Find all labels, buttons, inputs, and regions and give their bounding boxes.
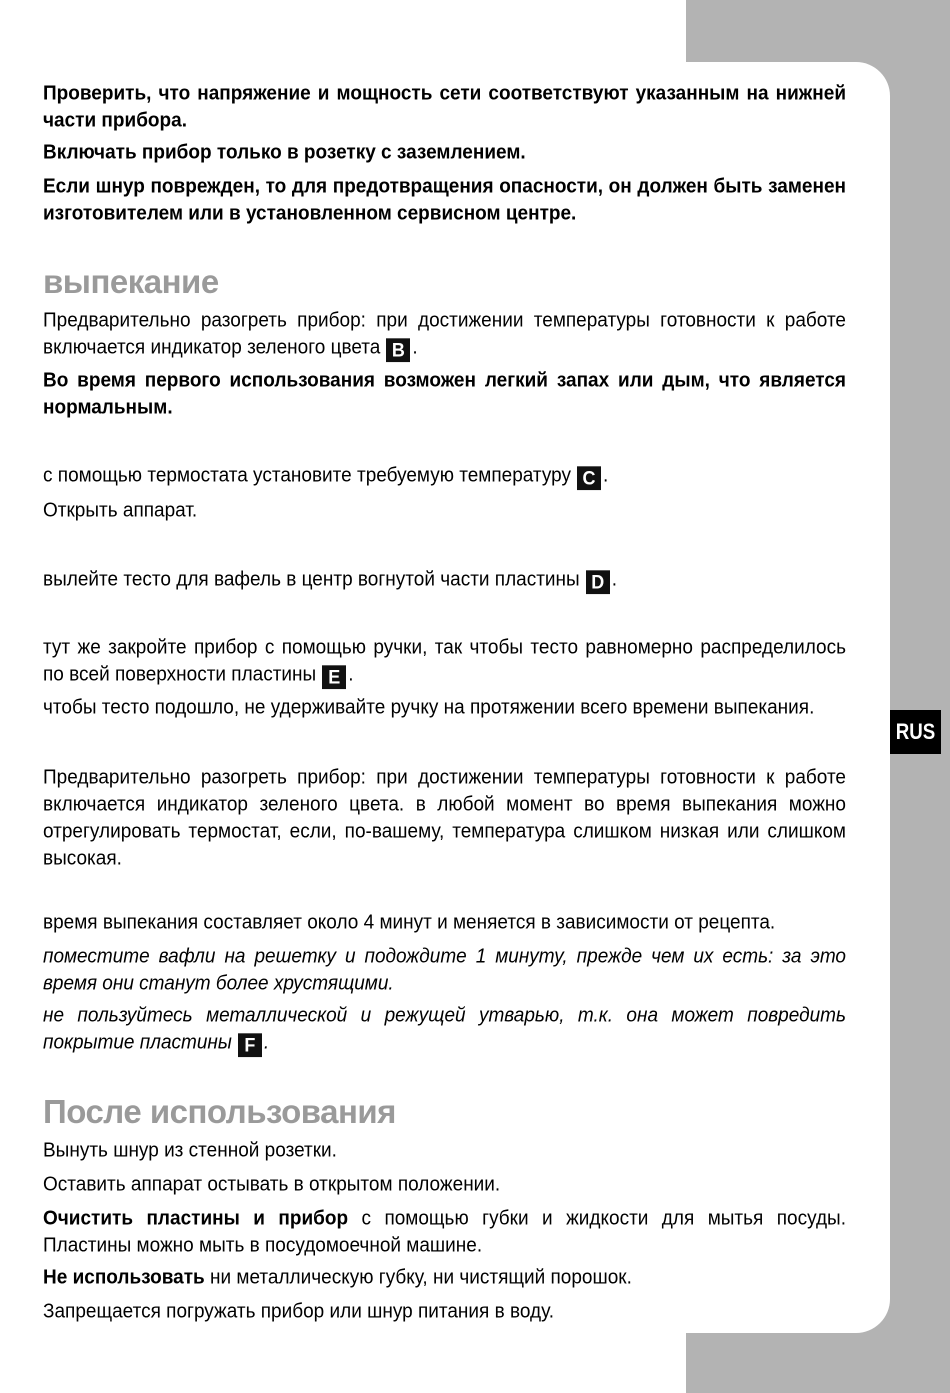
baking-first-use-note: Во время первого использования возможен легкий запах или дым, что является нормальным. bbox=[43, 369, 846, 419]
baking-preheat-text: Предварительно разогреть прибор: при достижении температуры готовности к работе включается индикатор зеленого цвета bbox=[43, 309, 846, 359]
after-unplug: Вынуть шнур из стенной розетки. bbox=[43, 1139, 337, 1162]
after-clean-bold: Очистить пластины и прибор bbox=[43, 1207, 349, 1230]
after-clean bbox=[43, 1205, 846, 1259]
warning-cord: Если шнур поврежден, то для предотвращения опасности, он должен быть заменен изготовителем или в установленном сервисном центре. bbox=[43, 175, 846, 225]
baking-thermostat-text: с помощью термостата установите требуемую температуру bbox=[43, 464, 571, 487]
after-clean-rest: с помощью губки и жидкости для мытья посуды. Пластины можно мыть в посудомоечной машине. bbox=[43, 1207, 846, 1257]
baking-thermostat: с помощью термостата установите требуемую температуру C . bbox=[43, 464, 609, 489]
baking-time: время выпекания составляет около 4 минут и меняется в зависимости от рецепта. bbox=[43, 911, 776, 934]
baking-pour-text: вылейте тесто для вафель в центр вогнутой части пластины bbox=[43, 568, 580, 591]
after-no-immerse: Запрещается погружать прибор или шнур питания в воду. bbox=[43, 1300, 554, 1323]
after-no-abrasive-bold: Не использовать bbox=[43, 1266, 205, 1289]
baking-close-text: тут же закройте прибор с помощью ручки, так чтобы тесто равномерно распределилось по всей поверхности пластины bbox=[43, 636, 846, 686]
marker-c: C bbox=[577, 466, 601, 490]
warning-voltage: Проверить, что напряжение и мощность сети соответствуют указанным на нижней части прибора. bbox=[43, 82, 846, 132]
marker-e: E bbox=[322, 665, 346, 689]
after-no-abrasive bbox=[43, 1264, 846, 1291]
warning-grounding: Включать прибор только в розетку с заземлением. bbox=[43, 141, 526, 164]
after-no-abrasive-rest: ни металлическую губку, ни чистящий порошок. bbox=[204, 1266, 632, 1289]
marker-f: F bbox=[238, 1033, 262, 1057]
marker-b: B bbox=[386, 338, 410, 362]
marker-d: D bbox=[586, 570, 610, 594]
baking-close: тут же закройте прибор с помощью ручки, так чтобы тесто равномерно распределилось по всей поверхности пластины E . bbox=[43, 636, 846, 688]
section-title-after-use: После использования bbox=[43, 1093, 396, 1130]
after-cool: Оставить аппарат остывать в открытом положении. bbox=[43, 1173, 501, 1196]
baking-open: Открыть аппарат. bbox=[43, 499, 198, 522]
baking-utensils-text: не пользуйтесь металлической и режущей утварью, т.к. она может повредить покрытие пластины bbox=[43, 1004, 846, 1054]
baking-pour: вылейте тесто для вафель в центр вогнутой части пластины D . bbox=[43, 568, 617, 593]
section-title-baking: выпекание bbox=[43, 263, 219, 300]
baking-utensils: не пользуйтесь металлической и режущей утварью, т.к. она может повредить покрытие пластины F . bbox=[43, 1004, 846, 1056]
baking-preheat: Предварительно разогреть прибор: при достижении температуры готовности к работе включается индикатор зеленого цвета B . bbox=[43, 309, 846, 361]
baking-rack: поместите вафли на решетку и подождите 1 минуту, прежде чем их есть: за это время они станут более хрустящими. bbox=[43, 945, 846, 995]
baking-handle: чтобы тесто подошло, не удерживайте ручку на протяжении всего времени выпекания. bbox=[43, 696, 815, 719]
language-tab: RUS bbox=[890, 710, 941, 754]
document-body bbox=[43, 80, 846, 1323]
baking-adjust: Предварительно разогреть прибор: при достижении температуры готовности к работе включается индикатор зеленого цвета. в любой момент во время выпекания можно отрегулировать термостат, если, по-вашему, температура слишком низкая или слишком высокая. bbox=[43, 766, 846, 870]
